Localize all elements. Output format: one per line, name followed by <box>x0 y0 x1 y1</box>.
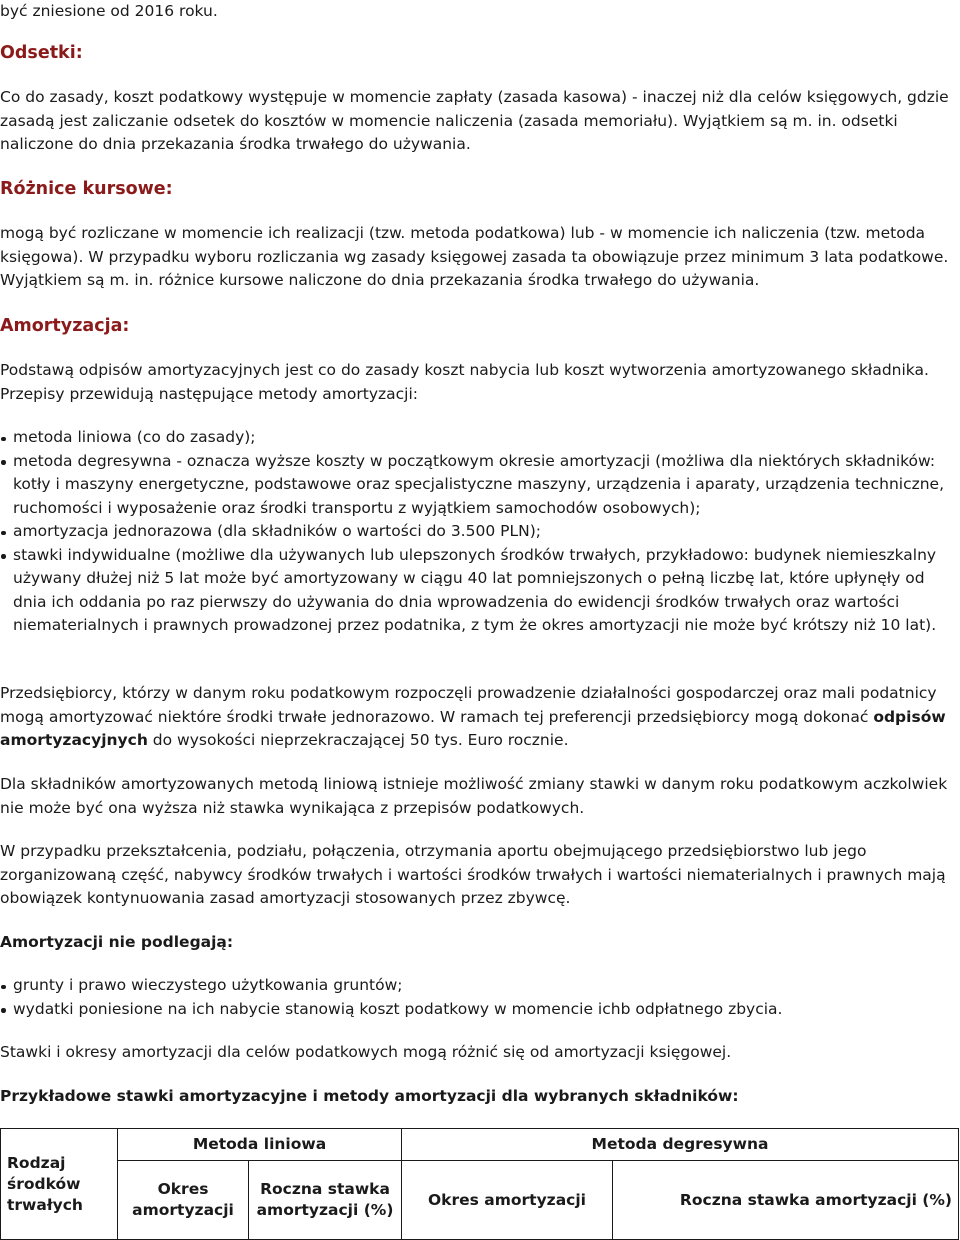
roznice-heading: Różnice kursowe: <box>0 179 173 199</box>
col-lin-period-header: Okres amortyzacji <box>118 1161 249 1240</box>
excluded-heading: Amortyzacji nie podlegają: <box>0 933 234 951</box>
entrepreneurs-text-a: Przedsiębiorcy, którzy w danym roku podatkowym rozpoczęli prowadzenie działalności gospodarczej oraz mali podatnicy mogą amortyzować niektóre środki trwałe jednorazowo. W ramach tej preferencji przedsiębiorcy mogą dokonać <box>0 684 937 726</box>
list-item: metoda liniowa (co do zasady); <box>0 426 960 450</box>
amortyzacja-text: Podstawą odpisów amortyzacyjnych jest co do zasady koszt nabycia lub koszt wytworzenia amortyzowanego składnika. Przepisy przewidują następujące metody amortyzacji: <box>0 361 929 403</box>
group-linear-header: Metoda liniowa <box>118 1129 402 1161</box>
intro-tail-text: być zniesione od 2016 roku. <box>0 2 218 20</box>
rates-table <box>0 1128 959 1240</box>
methods-list <box>0 426 960 638</box>
col-deg-rate-header: Roczna stawka amortyzacji (%) <box>613 1161 959 1240</box>
col-deg-period-header: Okres amortyzacji <box>402 1161 613 1240</box>
list-item: amortyzacja jednorazowa (dla składników o wartości do 3.500 PLN); <box>0 520 960 544</box>
table-row <box>1 1161 959 1240</box>
list-item: wydatki poniesione na ich nabycie stanowią koszt podatkowy w momencie ichb odpłatnego zbycia. <box>0 998 960 1022</box>
linear-paragraph: Dla składników amortyzowanych metodą liniową istnieje możliwość zmiany stawki w danym roku podatkowym aczkolwiek nie może być ona wyższa niż stawka wynikająca z przepisów podatkowych. <box>0 775 948 817</box>
odsetki-heading: Odsetki: <box>0 43 83 63</box>
col-asset-header: Rodzaj środków trwałych <box>1 1129 118 1240</box>
list-item: grunty i prawo wieczystego użytkowania gruntów; <box>0 974 960 998</box>
col-lin-rate-header: Roczna stawka amortyzacji (%) <box>249 1161 402 1240</box>
odsetki-text: Co do zasady, koszt podatkowy występuje w momencie zapłaty (zasada kasowa) - inaczej niż dla celów księgowych, gdzie zasadą jest zaliczanie odsetek do kosztów w momencie naliczenia (zasada memoriału). Wyjątkiem są m. in. odsetki naliczone do dnia przekazania środka trwałego do używania. <box>0 88 949 153</box>
amortyzacja-heading: Amortyzacja: <box>0 316 130 336</box>
entrepreneurs-text-b: do wysokości nieprzekraczającej 50 tys. Euro rocznie. <box>147 731 569 749</box>
excluded-list <box>0 974 960 1021</box>
group-degressive-header: Metoda degresywna <box>402 1129 959 1161</box>
roznice-text: mogą być rozliczane w momencie ich realizacji (tzw. metoda podatkowa) lub - w momencie ich naliczenia (tzw. metoda księgowa). W przypadku wyboru rozliczania wg zasady księgowej zasada ta obowiązuje przez minimum 3 lata podatkowe. Wyjątkiem są m. in. różnice kursowe naliczone do dnia przekazania środka trwałego do używania. <box>0 224 949 289</box>
list-item: metoda degresywna - oznacza wyższe koszty w początkowym okresie amortyzacji (możliwa dla niektórych składników: kotły i maszyny energetyczne, podstawowe oraz specjalistyczne maszyny, urządzenia i aparaty, urządzenia techniczne, ruchomości i wyposażenie oraz środki transportu z wyjątkiem samochodów osobowych); <box>0 450 960 521</box>
rates-note: Stawki i okresy amortyzacji dla celów podatkowych mogą różnić się od amortyzacji księgowej. <box>0 1043 732 1061</box>
list-item: stawki indywidualne (możliwe dla używanych lub ulepszonych środków trwałych, przykładowo: budynek niemieszkalny używany dłużej niż 5 lat może być amortyzowany w ciągu 40 lat pomniejszonych o pełną liczbę lat, które upłynęły od dnia ich oddania po raz pierwszy do używania do dnia wprowadzenia do ewidencji środków trwałych oraz wartości niematerialnych i prawnych prowadzonej przez podatnika, z tym że okres amortyzacji nie może być krótszy niż 10 lat). <box>0 544 960 638</box>
entrepreneurs-bold-text: odpisów amortyzacyjnych <box>0 707 946 749</box>
transform-paragraph: W przypadku przekształcenia, podziału, połączenia, otrzymania aportu obejmującego przedsiębiorstwo lub jego zorganizowaną część, nabywcy środków trwałych i wartości środków trwałych i wartości niematerialnych i prawnych mają obowiązek kontynuowania zasad amortyzacji stosowanych przez zbywcę. <box>0 842 946 907</box>
table-row <box>1 1129 959 1161</box>
entrepreneurs-paragraph <box>0 682 960 753</box>
table-title: Przykładowe stawki amortyzacyjne i metody amortyzacji dla wybranych składników: <box>0 1087 739 1105</box>
